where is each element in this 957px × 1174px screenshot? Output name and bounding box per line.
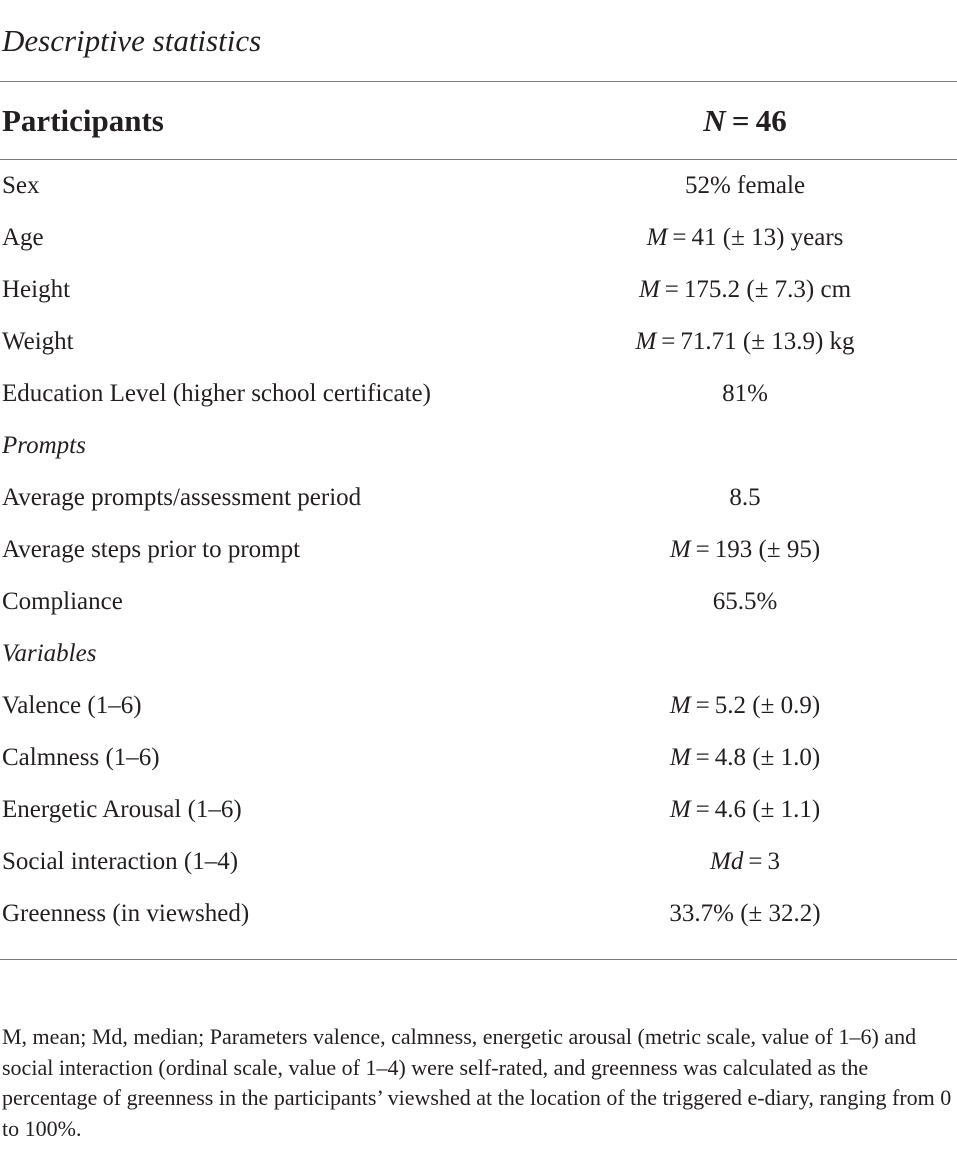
row-label: Sex xyxy=(2,172,40,199)
row-label: Energetic Arousal (1–6) xyxy=(2,796,242,823)
row-value-text: = 71.71 (± 13.9) kg xyxy=(656,328,855,355)
row-value-variable: M xyxy=(646,224,668,251)
row-value-text: 81% xyxy=(722,380,768,407)
row-value-text: 65.5% xyxy=(712,588,778,615)
table-row xyxy=(0,524,957,576)
row-value-text: 52% female xyxy=(684,172,806,199)
table-row xyxy=(0,212,957,264)
row-value xyxy=(590,576,900,628)
row-value-text: 8.5 xyxy=(729,484,761,511)
row-value-text: = 3 xyxy=(743,848,780,875)
row-value xyxy=(590,316,900,368)
row-value-text: = 41 (± 13) years xyxy=(667,224,844,251)
table-row xyxy=(0,160,957,212)
row-label: Social interaction (1–4) xyxy=(2,848,239,875)
row-label: Height xyxy=(2,276,71,303)
row-value-text: = 193 (± 95) xyxy=(690,536,821,563)
row-value-variable: M xyxy=(635,328,657,355)
header-value-text: = 46 xyxy=(725,103,787,138)
section-header-row xyxy=(0,628,957,680)
row-value xyxy=(590,264,900,316)
row-value-variable: M xyxy=(669,796,691,823)
row-value xyxy=(590,212,900,264)
header-value-variable: N xyxy=(703,103,726,138)
row-label: Age xyxy=(2,224,44,251)
table-row xyxy=(0,264,957,316)
section-header-row xyxy=(0,420,957,472)
row-value-variable: Md xyxy=(710,848,744,875)
table-row xyxy=(0,368,957,420)
row-label: Calmness (1–6) xyxy=(2,744,160,771)
table-bottom-rule xyxy=(0,959,957,960)
header-label: Participants xyxy=(2,103,164,138)
section-label: Variables xyxy=(2,640,97,667)
table-row xyxy=(0,888,957,940)
row-value-text: = 175.2 (± 7.3) cm xyxy=(659,276,852,303)
row-value xyxy=(590,160,900,212)
row-value-variable: M xyxy=(638,276,660,303)
table-footnote: M, mean; Md, median; Parameters valence, calmness, energetic arousal (metric scale, value of 1–6) and social interaction (ordinal scale, value of 1–4) were self-rated, and greenness was calculated as the percentage of greenness in the participants’ viewshed at the location of the triggered e-diary, ranging from 0 to 100%. xyxy=(2,1024,952,1141)
row-label: Average steps prior to prompt xyxy=(2,536,301,563)
row-value-variable: M xyxy=(669,692,691,719)
table-row xyxy=(0,784,957,836)
row-value-variable: M xyxy=(669,536,691,563)
row-value-text: = 5.2 (± 0.9) xyxy=(690,692,821,719)
table-row xyxy=(0,472,957,524)
table-header-row xyxy=(0,82,957,159)
row-value-text: = 4.8 (± 1.0) xyxy=(690,744,821,771)
row-label: Weight xyxy=(2,328,74,355)
table-row xyxy=(0,576,957,628)
row-value xyxy=(590,732,900,784)
row-value xyxy=(590,680,900,732)
section-label: Prompts xyxy=(2,432,86,459)
row-label: Greenness (in viewshed) xyxy=(2,900,250,927)
row-label: Compliance xyxy=(2,588,123,615)
table-body xyxy=(0,160,957,940)
table-row xyxy=(0,680,957,732)
row-value xyxy=(590,888,900,940)
row-value xyxy=(590,472,900,524)
row-label: Average prompts/assessment period xyxy=(2,484,362,511)
row-value xyxy=(590,524,900,576)
table-row xyxy=(0,316,957,368)
row-value xyxy=(590,836,900,888)
row-value-text: = 4.6 (± 1.1) xyxy=(690,796,821,823)
row-value-text: 33.7% (± 32.2) xyxy=(669,900,821,927)
table-title: Descriptive statistics xyxy=(2,23,262,58)
table-row xyxy=(0,836,957,888)
table-row xyxy=(0,732,957,784)
row-value xyxy=(590,368,900,420)
row-label: Valence (1–6) xyxy=(2,692,142,719)
row-label: Education Level (higher school certificate) xyxy=(2,380,431,407)
row-value-variable: M xyxy=(669,744,691,771)
row-value xyxy=(590,784,900,836)
header-value xyxy=(600,82,890,159)
